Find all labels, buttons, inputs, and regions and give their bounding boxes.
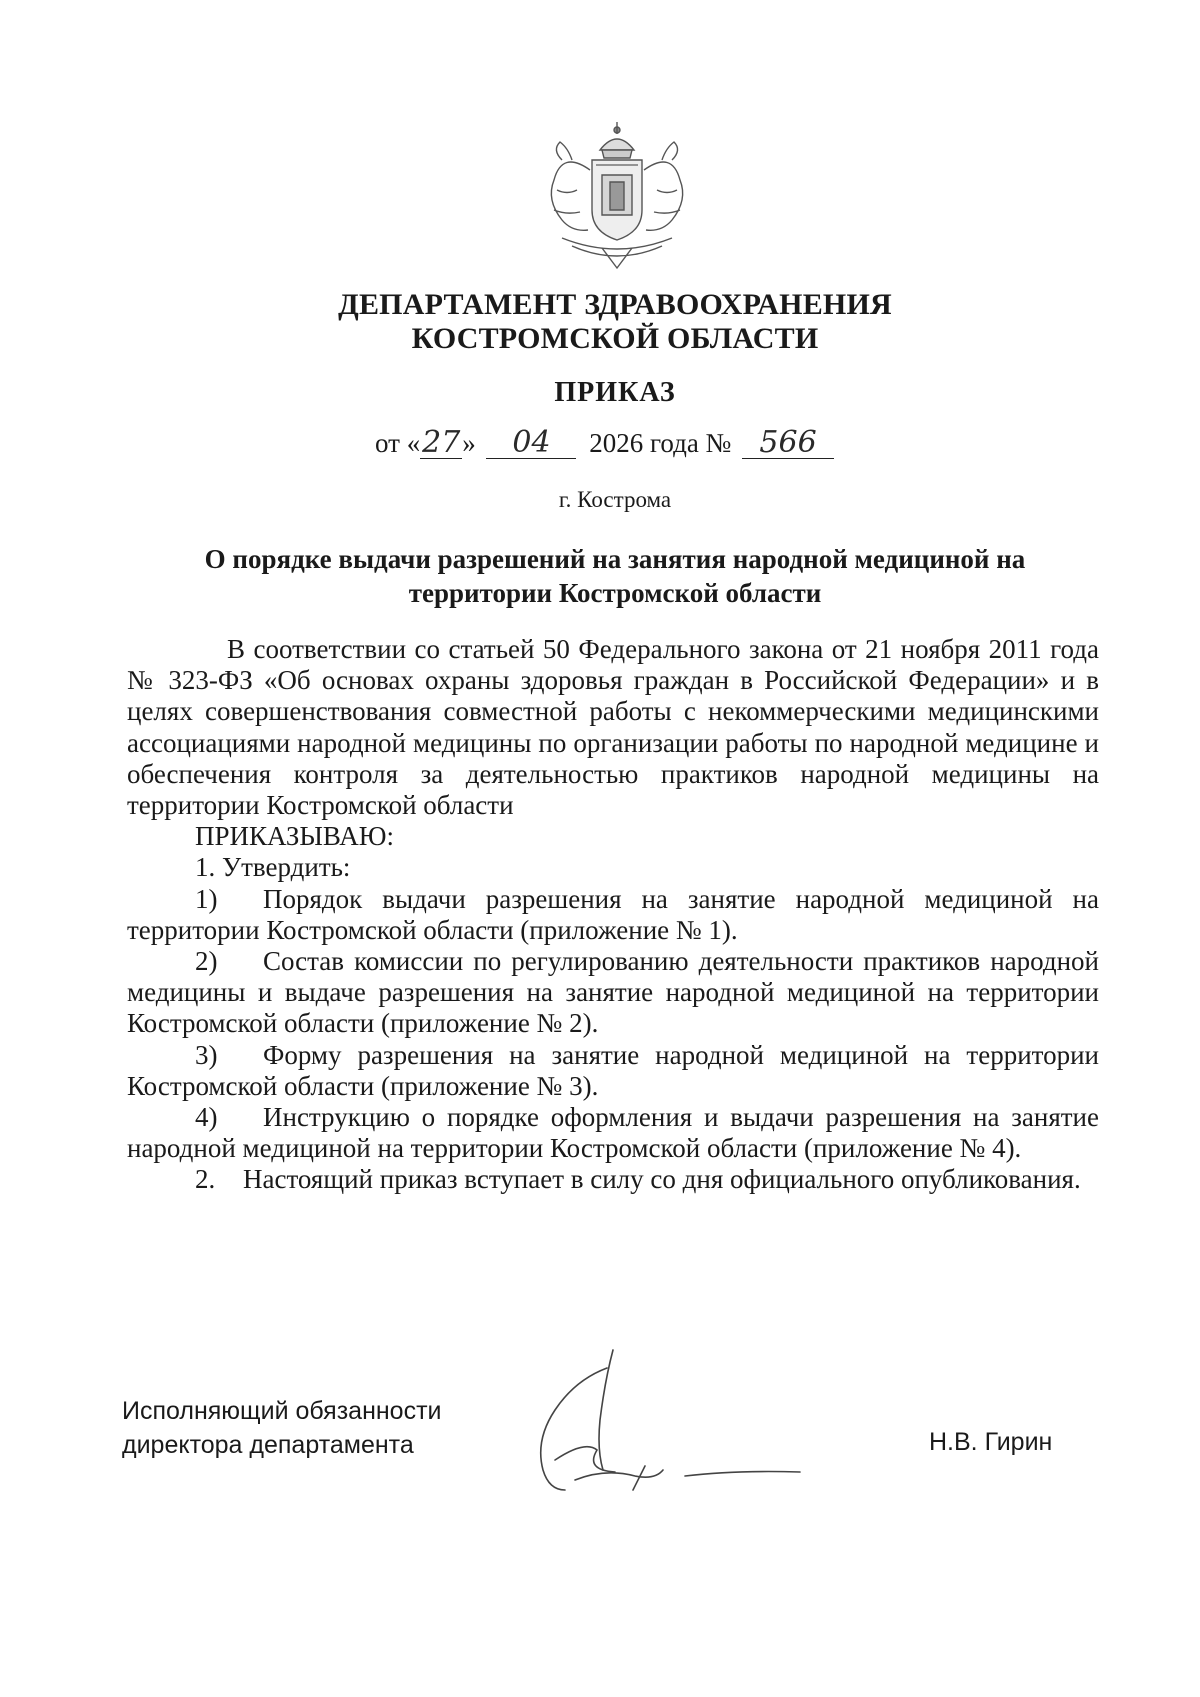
department-name-line2: КОСТРОМСКОЙ ОБЛАСТИ	[411, 322, 819, 355]
subitem-4-text: Инструкцию о порядке оформления и выдачи разрешения на занятие народной медициной на территории Костромской области (приложение № 4).	[127, 1102, 1099, 1164]
subitem-2-number: 2)	[195, 946, 218, 977]
subitem-2	[127, 946, 1099, 1040]
item-2	[127, 1164, 1099, 1195]
department-name-line1: ДЕПАРТАМЕНТ ЗДРАВООХРАНЕНИЯ	[338, 288, 892, 321]
signatory-position-line2: директора департамента	[122, 1431, 414, 1459]
order-body	[127, 634, 1099, 1196]
handwritten-signature	[515, 1340, 815, 1520]
order-year-text: 2026 года №	[589, 428, 732, 458]
item-2-text: Настоящий приказ вступает в силу со дня официального опубликования.	[243, 1164, 1081, 1195]
subject-line2: территории Костромской области	[408, 578, 822, 608]
subitem-4-number: 4)	[195, 1102, 218, 1133]
subitem-1-number: 1)	[195, 883, 218, 914]
item1-heading: 1. Утвердить:	[195, 852, 351, 883]
date-day-suffix: »	[462, 428, 476, 458]
subitem-1-text: Порядок выдачи разрешения на занятие народной медициной на территории Костромской области (приложение № 1).	[127, 883, 1099, 945]
order-number: 566	[742, 428, 834, 459]
order-word: ПРИКАЗЫВАЮ:	[195, 821, 394, 852]
order-month: 04	[486, 428, 576, 459]
signatory-name: Н.В. Гирин	[929, 1428, 1053, 1456]
signatory-position	[122, 1394, 442, 1462]
signatory-position-line1: Исполняющий обязанности	[122, 1397, 442, 1425]
item-2-number: 2.	[195, 1164, 216, 1195]
order-day: 27	[422, 425, 461, 460]
preamble-paragraph: В соответствии со статьей 50 Федерального закона от 21 ноября 2011 года № 323-ФЗ «Об основах охраны здоровья граждан в Российской Федерации» и в целях совершенствования совместной работы с некоммерческими медицинскими ассоциациями народной медицины по организации работы по народной медицине и обеспечения контроля за деятельностью практиков народной медицины на территории Костромской области	[127, 634, 1099, 821]
date-prefix: от «	[375, 428, 421, 458]
subitem-3	[127, 1040, 1099, 1102]
order-subject	[150, 542, 1080, 610]
subitem-3-text: Форму разрешения на занятие народной медициной на территории Костромской области (приложение № 3).	[127, 1039, 1099, 1101]
order-date-line	[375, 425, 834, 460]
coat-of-arms-icon	[532, 120, 702, 270]
document-type: ПРИКАЗ	[554, 377, 676, 408]
order-city: г. Кострома	[558, 487, 672, 512]
subitem-2-text: Состав комиссии по регулированию деятельности практиков народной медицины и выдаче разрешения на занятие народной медициной на территории Костромской области (приложение № 2).	[127, 946, 1099, 1039]
subject-line1: О порядке выдачи разрешений на занятия народной медициной на	[204, 544, 1026, 574]
subitem-1	[127, 884, 1099, 946]
subitem-3-number: 3)	[195, 1039, 218, 1070]
subitem-4	[127, 1102, 1099, 1164]
